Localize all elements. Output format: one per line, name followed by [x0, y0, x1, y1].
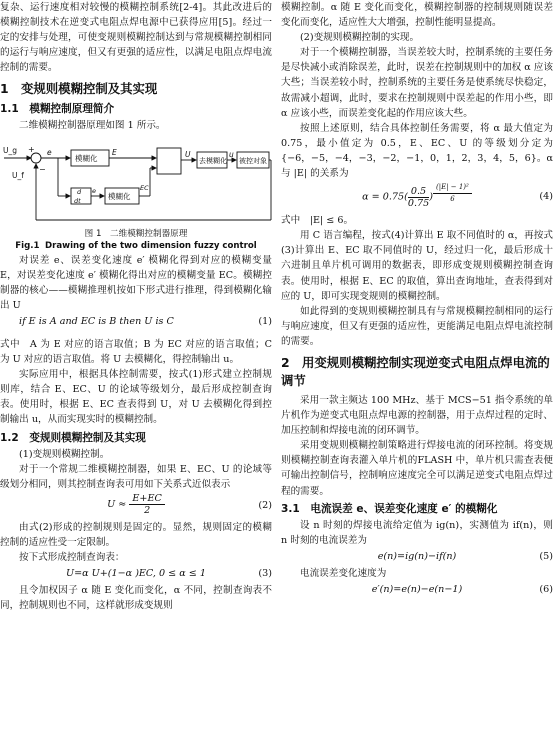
paragraph: 采用变规则模糊控制策略进行焊接电流的闭环控制。将变规则模糊控制查询表灌入单片机的FLASH 中，单片机只需查表便可输出控制信号，控制响应速度完全可以满足逆变式电阻点焊过程的需要。	[281, 440, 553, 497]
svg-text:EC: EC	[140, 183, 149, 192]
equation-3: U=α U+(1−α )EC, 0 ≤ α ≤ 1 (3)	[66, 568, 272, 580]
paragraph: 由式(2)形成的控制规则是固定的。显然，规则固定的模糊控制的适应性受一定限制。	[0, 521, 272, 548]
paragraph: 采用一款主频达 100 MHz、基于 MCS−51 指令系统的单片机作为逆变式电阻点焊电源的控制器，用于点焊过程的定时、加压控制和焊接电流的闭环调节。	[281, 394, 553, 437]
paragraph: 对于一个模糊控制器，当误差较大时，控制系统的主要任务是尽快减小或消除误差，此时，误差在控制规则中的加权 α 应该大些；当误差较小时，控制系统的主要任务是使系统尽快稳定，故需减小超调，此时，要求在控制规则中误差起的作用小些，即 α 应该小些，而误差变化起的作用应该大些。	[281, 47, 553, 119]
paragraph: 式中 A 为 E 对应的语言取值；B 为 EC 对应的语言取值；C 为 U 对应的语言取值。将 U 去模糊化，得控制输出 u。	[0, 338, 272, 366]
svg-text:u: u	[229, 149, 234, 159]
section-1-2-heading: 1.2 变规则模糊控制及其实现	[0, 431, 146, 444]
right-column	[281, 0, 553, 599]
section-1-heading: 1 变规则模糊控制及其实现	[0, 81, 158, 97]
paragraph: 二维模糊控制器原理如图 1 所示。	[19, 120, 166, 132]
equation-2: U ≈ $\frac{E+EC}{2}$ (2)	[107, 492, 272, 516]
paragraph: 式中 |E| ≤ 6。	[281, 215, 354, 227]
svg-text:−: −	[39, 164, 46, 174]
section-2-heading: 2 用变规则模糊控制实现逆变式电阻点焊电流的调节	[281, 354, 550, 388]
paragraph: 且令加权因子 α 随 E 变化而变化，α 不同，控制查询表不同，控制规则也不同，这样就形成变规则	[0, 585, 272, 612]
equation-5: e(n)=ig(n)−if(n) (5)	[377, 550, 553, 562]
paragraph: 按下式形成控制查询表：	[19, 551, 125, 563]
svg-text:去模糊化: 去模糊化	[199, 156, 227, 165]
figure-1-caption-cn: 图 1 二维模糊控制器原理	[84, 228, 188, 239]
svg-text:+: +	[28, 144, 35, 154]
svg-text:e: e	[92, 186, 96, 195]
svg-text:E: E	[112, 147, 117, 157]
paragraph: 对误差 e、误差变化速度 e′ 模糊化得到对应的模糊变量 E，对误差变化速度 e′ 模糊化得出对应的模糊变量 EC。模糊控制器的核心——模糊推理机按如下形式进行推理，得到模糊化输出 U	[0, 254, 272, 311]
paragraph: 电流误差变化速度为	[300, 567, 387, 579]
svg-text:模糊化: 模糊化	[108, 191, 131, 201]
figure-1	[0, 136, 272, 228]
svg-text:U: U	[185, 149, 191, 159]
section-1-1-heading: 1.1 模糊控制原理简介	[0, 103, 115, 116]
paragraph: (1)变规则模糊控制。	[19, 448, 110, 460]
intro-paragraph: 复杂、运行速度相对较慢的模糊控制系统[2-4]。其此改进后的模糊控制技术在逆变式电阻点焊电源中已获得应用[5]。经过一定的安排与处理，可使变规则模糊控制达到与常规模糊控制相同的运行与响应速度，但又有更强的适应性，以满足电阻点焊电流控制的需要。	[0, 2, 272, 74]
svg-text:被控对象: 被控对象	[239, 156, 267, 165]
section-3-1-heading: 3.1 电流误差 e、误差变化速度 e′ 的模糊化	[281, 502, 498, 515]
fuzzy-control-diagram	[0, 136, 272, 228]
equation-1: if E is A and EC is B then U is C (1)	[19, 315, 272, 327]
paragraph: 设 n 时刻的焊接电流给定值为 ig(n)，实测值为 if(n)，则 n 时刻的电流误差为	[281, 519, 553, 546]
figure-1-caption-en: Fig.1 Drawing of the two dimension fuzzy control	[15, 241, 257, 252]
paragraph: 模糊控制。α 随 E 变化而变化，模糊控制器的控制规则随误差变化而变化，适应性大大增强，控制性能明显提高。	[281, 2, 553, 29]
paragraph: 如此得到的变规则模糊控制具有与常规模糊控制相同的运行与响应速度，但又有更强的适应性，更能满足电阻点焊电流控制的需要。	[281, 305, 553, 347]
svg-text:dt: dt	[74, 196, 81, 205]
paragraph: 对于一个常规二维模糊控制器，如果 E、EC、U 的论域等级划分相同，则其控制查询表可用如下关系式近似表示	[0, 463, 272, 490]
svg-text:d: d	[77, 187, 82, 196]
svg-text:e: e	[47, 147, 52, 157]
equation-6: e′(n)=e(n)−e(n−1) (6)	[371, 583, 553, 595]
paragraph: 用 C 语言编程，按式(4)计算出 E 取不同值时的 α，再按式(3)计算出 E、EC 取不同值时的 U，经过归一化，最后形成十六进制且单片机可调用的数据表，即形成变规则模糊控制查询表。使用时，根据 E、EC 的取值，算出查询地址，查表得到对应的 U，即可实现变规则的模糊控制。	[281, 230, 553, 302]
svg-text:模糊化: 模糊化	[75, 153, 98, 163]
paragraph: 按照上述原则，结合具体控制任务需要，将 α 最大值定为 0.75，最小值定为 0.5，E、EC、U 的等级划分定为{−6，−5，−4，−3，−2，−1，0，1，2，3，4，5，6}。α 与 |E| 的关系为	[281, 122, 553, 180]
equation-4: α = 0.75( $\frac{0.5}{0.75}$ ) $^{\frac{\text{(|E| − 1)²}}{6}}$ (4)	[362, 183, 553, 209]
svg-text:U_f: U_f	[12, 170, 24, 180]
paragraph: (2)变规则模糊控制的实现。	[300, 32, 420, 44]
paragraph: 实际应用中，根据具体控制需要，按式(1)形式建立控制规则库，结合 E、EC、U 的论域等级划分，最后形成控制查询表。使用时，根据 E、EC 查表得到 U，对 U 去模糊化得到控制输出 u，从而实现实时的模糊控制。	[0, 369, 272, 426]
left-column	[0, 0, 272, 613]
svg-text:U_g: U_g	[3, 145, 18, 155]
